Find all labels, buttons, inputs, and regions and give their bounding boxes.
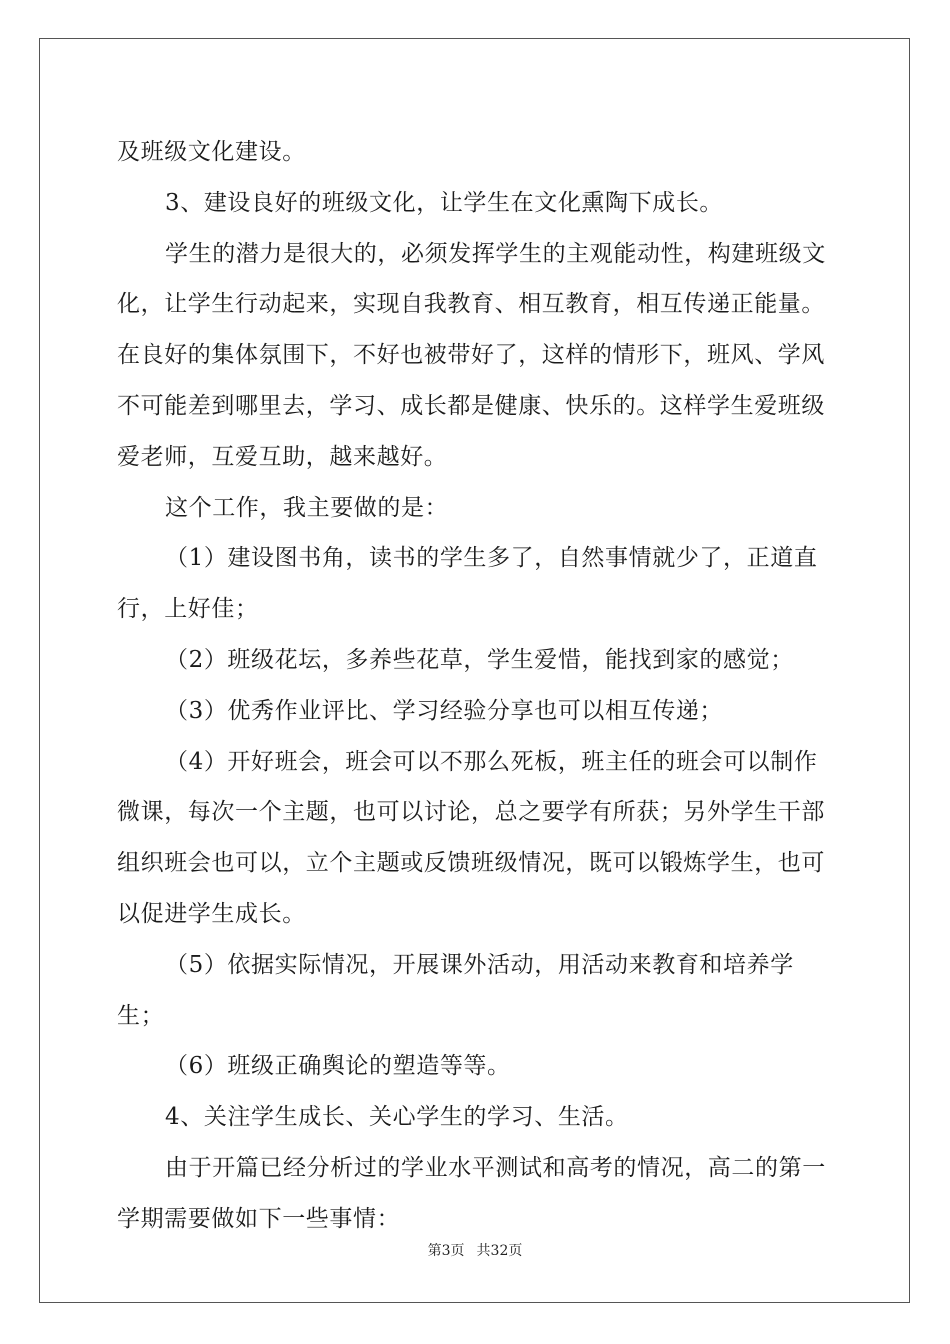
paragraph-5: （1）建设图书角，读书的学生多了，自然事情就少了，正道直行，上好佳；: [117, 545, 818, 623]
page-number-total: 共32页: [476, 1243, 523, 1259]
page-number-current: 第3页: [427, 1243, 465, 1259]
paragraph-4: 这个工作，我主要做的是：: [165, 494, 449, 521]
page-footer: [0, 1240, 950, 1260]
paragraph-2: 3、建设良好的班级文化，让学生在文化熏陶下成长。: [165, 189, 724, 216]
paragraph-6: （2）班级花坛，多养些花草，学生爱惜，能找到家的感觉；: [165, 646, 794, 673]
paragraph-9: （5）依据实际情况，开展课外活动，用活动来教育和培养学生；: [117, 951, 794, 1029]
document-body: [117, 127, 839, 1245]
paragraph-10: （6）班级正确舆论的塑造等等。: [165, 1053, 511, 1080]
paragraph-3: 学生的潜力是很大的，必须发挥学生的主观能动性，构建班级文化，让学生行动起来，实现自我教育、相互教育，相互传递正能量。在良好的集体氛围下，不好也被带好了，这样的情形下，班风、学风不可能差到哪里去，学习、成长都是健康、快乐的。这样学生爱班级爱老师，互爱互助，越来越好。: [117, 240, 826, 470]
paragraph-11: 4、关注学生成长、关心学生的学习、生活。: [165, 1104, 629, 1131]
paragraph-8: （4）开好班会，班会可以不那么死板，班主任的班会可以制作微课，每次一个主题，也可以讨论，总之要学有所获；另外学生干部组织班会也可以，立个主题或反馈班级情况，既可以锻炼学生，也可以促进学生成长。: [117, 748, 825, 927]
paragraph-1: 及班级文化建设。: [117, 139, 306, 165]
paragraph-7: （3）优秀作业评比、学习经验分享也可以相互传递；: [165, 697, 724, 724]
paragraph-12: 由于开篇已经分析过的学业水平测试和高考的情况，高二的第一学期需要做如下一些事情：: [117, 1154, 826, 1232]
